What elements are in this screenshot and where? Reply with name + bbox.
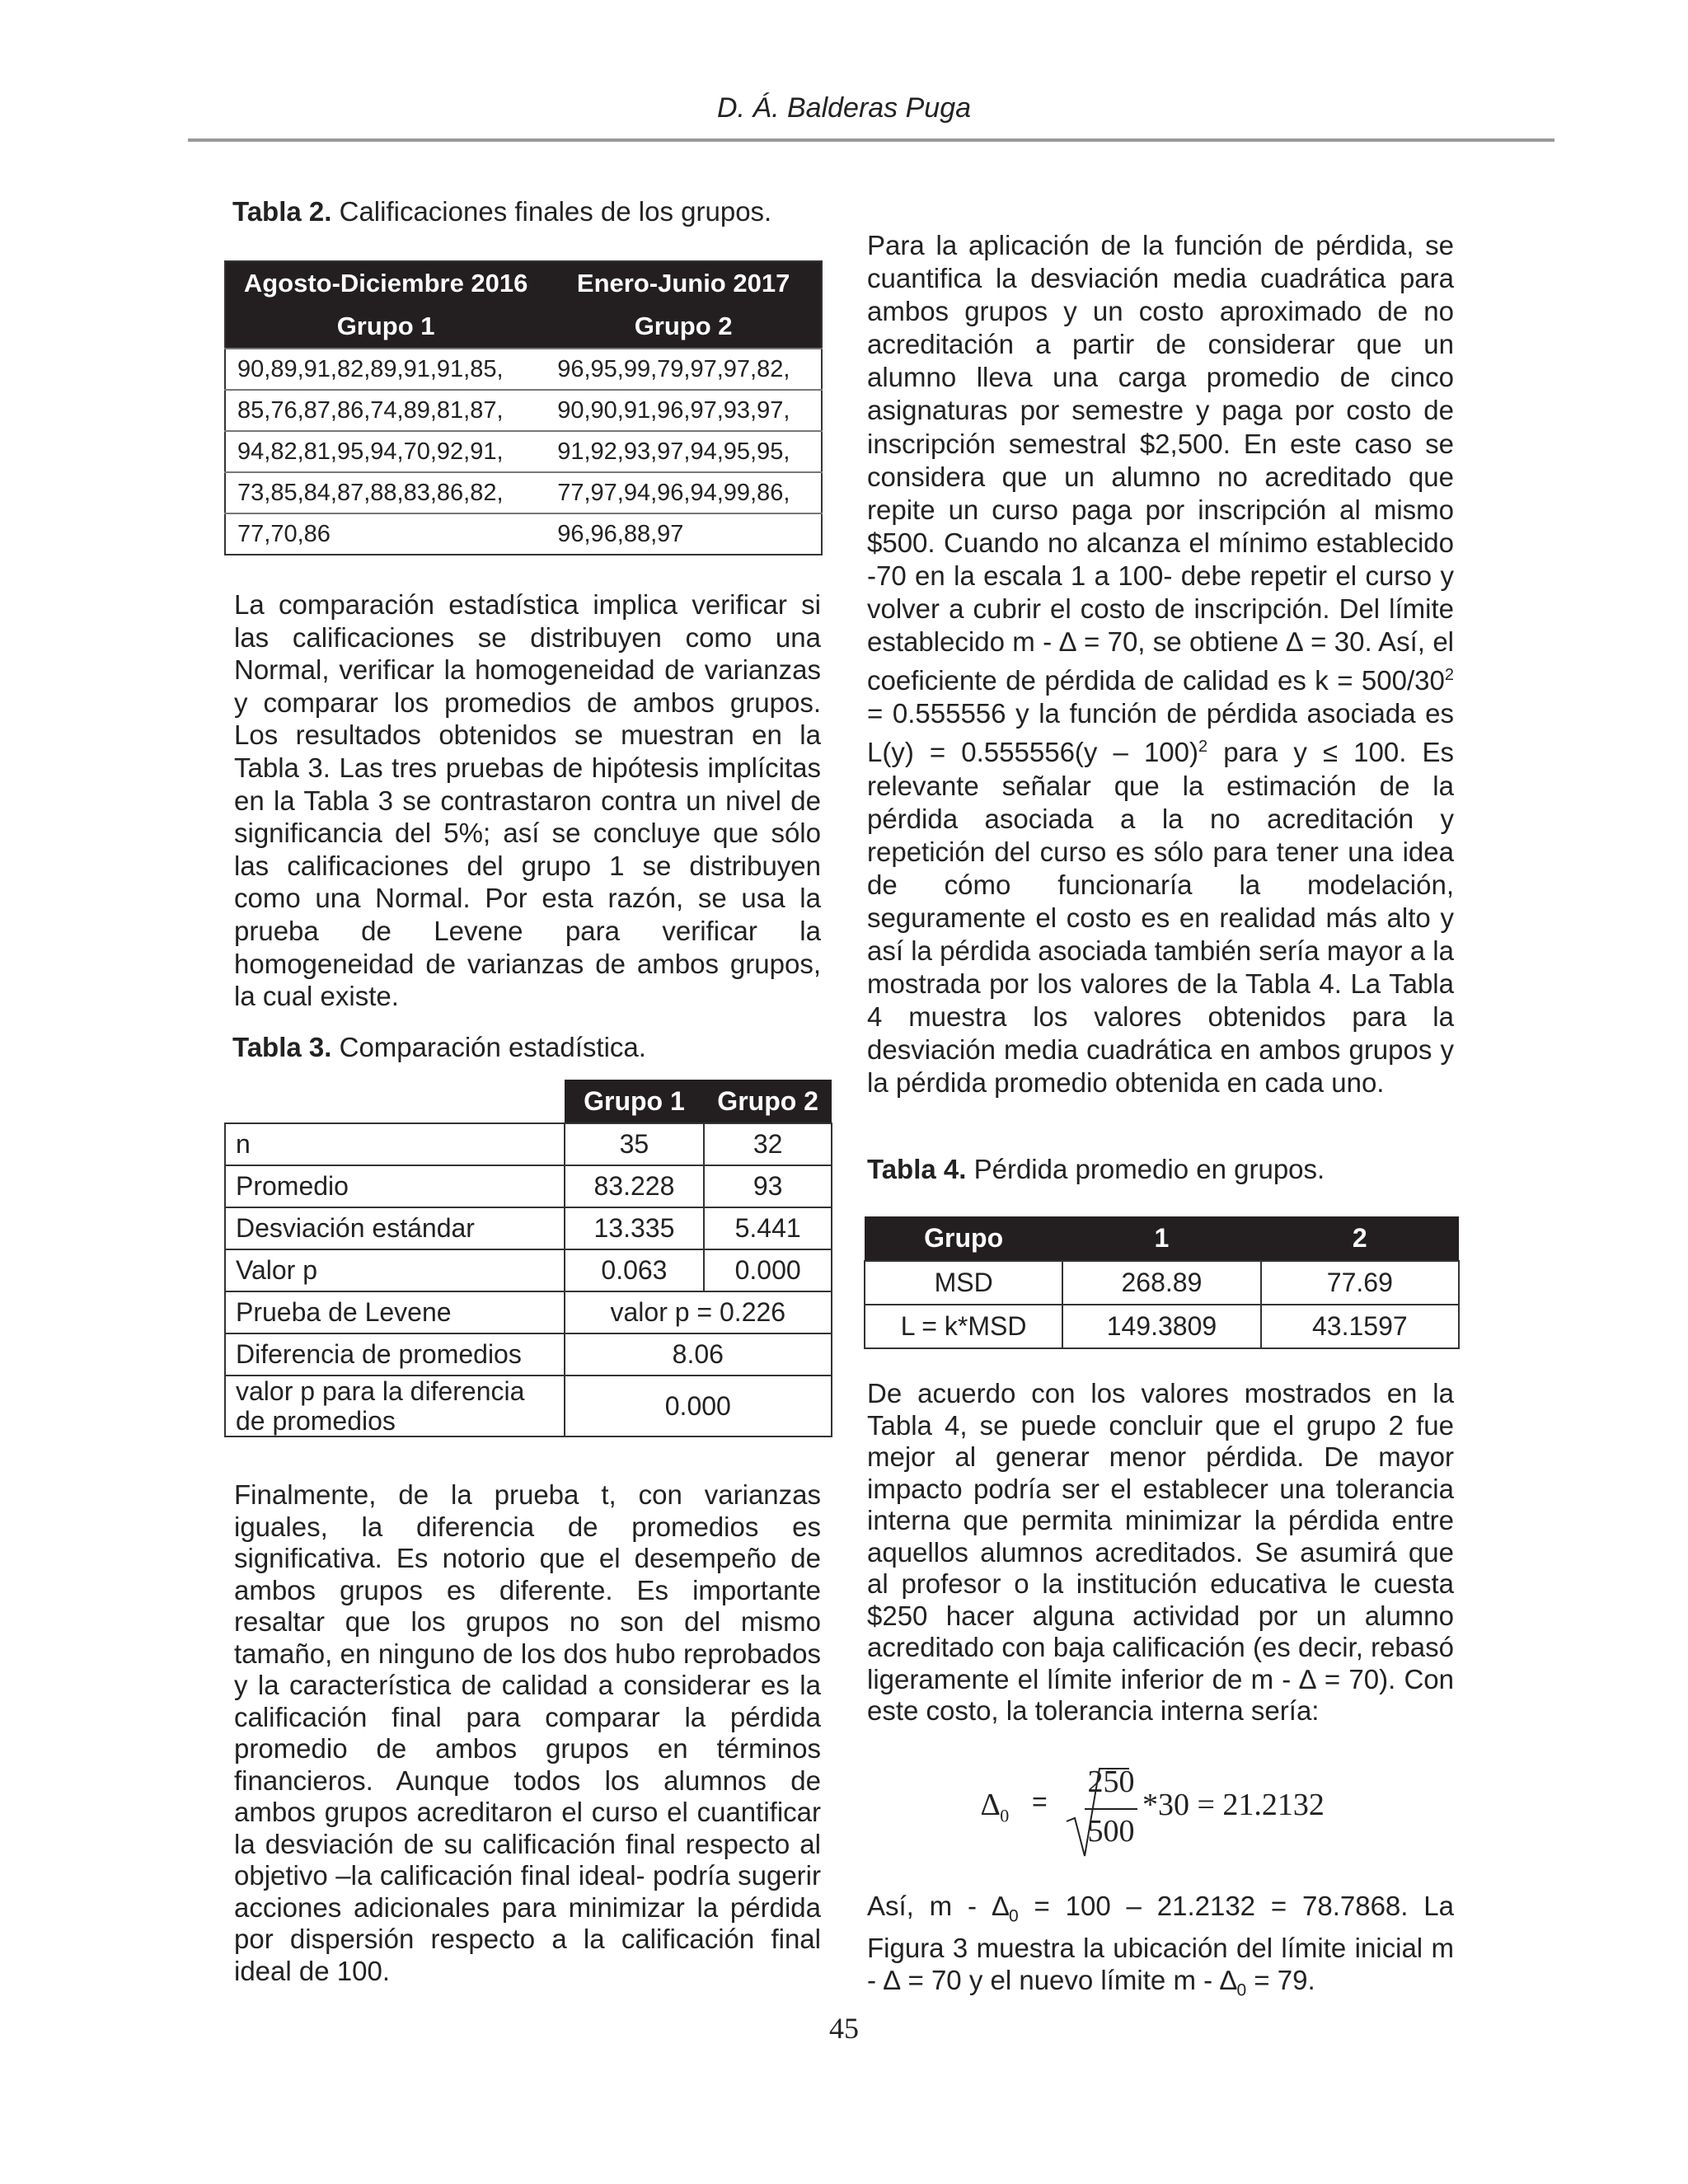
table2-caption-label: Tabla 2. — [232, 196, 332, 227]
table3-label: Prueba de Levene — [225, 1291, 565, 1333]
table-row — [225, 390, 822, 431]
table2-cell: 91,92,93,97,94,95,95, — [546, 431, 822, 472]
table3-label: Diferencia de promedios — [225, 1333, 565, 1376]
superscript: 2 — [1444, 666, 1454, 685]
table2-cell: 77,97,94,96,94,99,86, — [546, 472, 822, 513]
table4-header: 1 — [1062, 1216, 1260, 1261]
right-paragraph-1 — [867, 229, 1454, 1099]
table4-cell: MSD — [865, 1261, 1062, 1305]
table3-value: 5.441 — [704, 1207, 832, 1249]
table2-cell: 96,95,99,79,97,97,82, — [546, 349, 822, 390]
table4-cell: 149.3809 — [1062, 1305, 1260, 1348]
right-paragraph-2: De acuerdo con los valores mostrados en la Tabla 4, se puede concluir que el grupo 2 fue mejor al generar menor pérdida. De mayor impacto podría ser el establecer una tolerancia interna que permita minimizar la pérdida entre aquellos alumnos acreditados. Se asumirá que al profesor o la institución educativa le cuesta $250 hacer alguna actividad por un alumno acreditado con baja calificación (es decir, rebasó ligeramente el límite inferior de m - ∆ = 70). Con este costo, la tolerancia interna sería: — [867, 1378, 1454, 1726]
right-paragraph-1-part-b: = 0.555556 y la función de pérdida asociada es L(y) = 0.555556(y – 100) — [867, 698, 1454, 768]
table4-caption-label: Tabla 4. — [867, 1154, 967, 1184]
table-row — [225, 1376, 832, 1436]
formula-denominator: 500 — [1087, 1814, 1135, 1849]
table4-header: Grupo — [865, 1216, 1062, 1261]
table2-cell: 85,76,87,86,74,89,81,87, — [225, 390, 546, 431]
table4-header: 2 — [1261, 1216, 1459, 1261]
left-paragraph-1: La comparación estadística implica verificar si las calificaciones se distribuyen como una Normal, verificar la homogeneidad de varianzas y comparar los promedios de ambos grupos. Los resultados obtenidos se muestran en la Tabla 3. Las tres pruebas de hipótesis implícitas en la Tabla 3 se contrastaron contra un nivel de significancia del 5%; así se concluye que sólo las calificaciones del grupo 1 se distribuyen como una Normal. Por esta razón, se usa la prueba de Levene para verificar la homogeneidad de varianzas de ambos grupos, la cual existe. — [234, 589, 821, 1012]
table3-value: 0.000 — [565, 1376, 832, 1436]
table2-grades — [224, 260, 823, 555]
table3-label: Promedio — [225, 1165, 565, 1207]
table-row — [225, 1123, 832, 1165]
table-row — [225, 1165, 832, 1207]
right-paragraph-3-part-b: = 100 – 21.2132 = 78.7868. La Figura 3 muestra la ubicación del límite inicial m - ∆ = 70 y el nuevo límite m - ∆ — [867, 1891, 1454, 1995]
table2-cell: 90,90,91,96,97,93,97, — [546, 390, 822, 431]
table-row — [225, 1249, 832, 1291]
table4-cell: L = k*MSD — [865, 1305, 1062, 1348]
table-row — [225, 1291, 832, 1333]
formula-numerator: 250 — [1087, 1765, 1135, 1799]
left-paragraph-2: Finalmente, de la prueba t, con varianzas iguales, la diferencia de promedios es significativa. Es notorio que el desempeño de ambos grupos es diferente. Es importante resaltar que los grupos no son del mismo tamaño, en ninguno de los dos hubo reprobados y la característica de calidad a considerar es la calificación final para comparar la pérdida promedio de ambos grupos en términos financieros. Aunque todos los alumnos de ambos grupos acreditaron el curso el cuantificar la desviación de su calificación final respecto al objetivo –la calificación final ideal- podría sugerir acciones adicionales para minimizar la pérdida por dispersión respecto a la calificación final ideal de 100. — [234, 1479, 821, 1986]
table-row — [865, 1305, 1459, 1348]
table3-header-grupo1: Grupo 1 — [565, 1080, 705, 1123]
table2-cell: 77,70,86 — [225, 513, 546, 555]
table2-header-col1-line2: Grupo 1 — [225, 305, 546, 349]
table3-label-line1: valor p para la diferencia — [236, 1376, 525, 1406]
formula-delta-subscript: 0 — [1000, 1805, 1010, 1826]
running-header: D. Á. Balderas Puga — [716, 92, 972, 124]
table-row — [865, 1261, 1459, 1305]
table2-header-col2-line2: Grupo 2 — [546, 305, 822, 349]
table-row — [225, 472, 822, 513]
table2-caption — [232, 196, 771, 227]
superscript: 2 — [1198, 738, 1208, 757]
table3-caption-text: Comparación estadística. — [331, 1032, 646, 1062]
table4-cell: 268.89 — [1062, 1261, 1260, 1305]
table3-label: Desviación estándar — [225, 1207, 565, 1249]
right-paragraph-3-part-a: Así, m - ∆ — [867, 1891, 1010, 1921]
table2-cell: 73,85,84,87,88,83,86,82, — [225, 472, 546, 513]
table-row — [225, 349, 822, 390]
header-rule — [188, 138, 1554, 142]
table3-empty-corner — [225, 1080, 565, 1123]
table3-value: valor p = 0.226 — [565, 1291, 832, 1333]
formula-delta-symbol: ∆ — [981, 1788, 1001, 1822]
right-paragraph-3-part-c: = 79. — [1246, 1964, 1315, 1995]
table3-caption — [232, 1032, 646, 1063]
table3-value: 93 — [704, 1165, 832, 1207]
table3-header-grupo2: Grupo 2 — [704, 1080, 832, 1123]
tolerance-formula — [981, 1764, 1360, 1863]
table-row — [225, 1333, 832, 1376]
table3-value: 8.06 — [565, 1333, 832, 1376]
table2-header-col2-line1: Enero-Junio 2017 — [546, 261, 822, 305]
table4-cell: 77.69 — [1261, 1261, 1459, 1305]
table3-label-line2: de promedios — [236, 1406, 396, 1436]
table2-header-col1-line1: Agosto-Diciembre 2016 — [225, 261, 546, 305]
page-number: 45 — [829, 2012, 859, 2045]
formula-result: *30 = 21.2132 — [1142, 1788, 1325, 1822]
table-row — [225, 513, 822, 555]
table2-caption-text: Calificaciones finales de los grupos. — [331, 196, 772, 227]
table3-label — [225, 1376, 565, 1436]
table3-value: 13.335 — [565, 1207, 705, 1249]
table3-label: n — [225, 1123, 565, 1165]
table2-cell: 90,89,91,82,89,91,91,85, — [225, 349, 546, 390]
table3-value: 0.000 — [704, 1249, 832, 1291]
table3-value: 0.063 — [565, 1249, 705, 1291]
table-row — [225, 431, 822, 472]
fraction-bar — [1085, 1808, 1137, 1810]
subscript: 0 — [1009, 1906, 1019, 1926]
table3-value: 83.228 — [565, 1165, 705, 1207]
table2-cell: 94,82,81,95,94,70,92,91, — [225, 431, 546, 472]
table3-caption-label: Tabla 3. — [232, 1032, 332, 1062]
formula-delta — [981, 1787, 1009, 1827]
table3-statistics — [224, 1080, 832, 1437]
table4-caption-text: Pérdida promedio en grupos. — [966, 1154, 1325, 1184]
table2-cell: 96,96,88,97 — [546, 513, 822, 555]
right-paragraph-3 — [867, 1891, 1454, 2007]
table4-loss — [864, 1216, 1460, 1349]
table3-value: 35 — [565, 1123, 705, 1165]
table4-cell: 43.1597 — [1261, 1305, 1459, 1348]
table4-caption — [867, 1154, 1325, 1185]
subscript: 0 — [1236, 1980, 1247, 2000]
right-paragraph-1-part-a: Para la aplicación de la función de pérdida, se cuantifica la desviación media cuadrática para ambos grupos y un costo aproximado de no acreditación a partir de considerar que un alumno lleva una carga promedio de cinco asignaturas por semestre y paga por costo de inscripción semestral $2,500. En este caso se considera que un alumno no acreditado que repite un curso paga por inscripción al mismo $500. Cuando no alcanza el mínimo establecido -70 en la escala 1 a 100- debe repetir el curso y volver a cubrir el costo de inscripción. Del límite establecido m - ∆ = 70, se obtiene ∆ = 30. Así, el coeficiente de pérdida de calidad es k = 500/30 — [867, 230, 1454, 696]
table3-label: Valor p — [225, 1249, 565, 1291]
table-row — [225, 1207, 832, 1249]
table3-value: 32 — [704, 1123, 832, 1165]
right-paragraph-1-part-c: para y ≤ 100. Es relevante señalar que la estimación de la pérdida asociada a la no acreditación y repetición del curso es sólo para tener una idea de cómo funcionaría la modelación, seguramente el costo es en realidad más alto y así la pérdida asociada también sería mayor a la mostrada por los valores de la Tabla 4. La Tabla 4 muestra los valores obtenidos para la desviación media cuadrática en ambos grupos y la pérdida promedio obtenida en cada uno. — [867, 737, 1454, 1099]
formula-equals: = — [1032, 1787, 1048, 1816]
